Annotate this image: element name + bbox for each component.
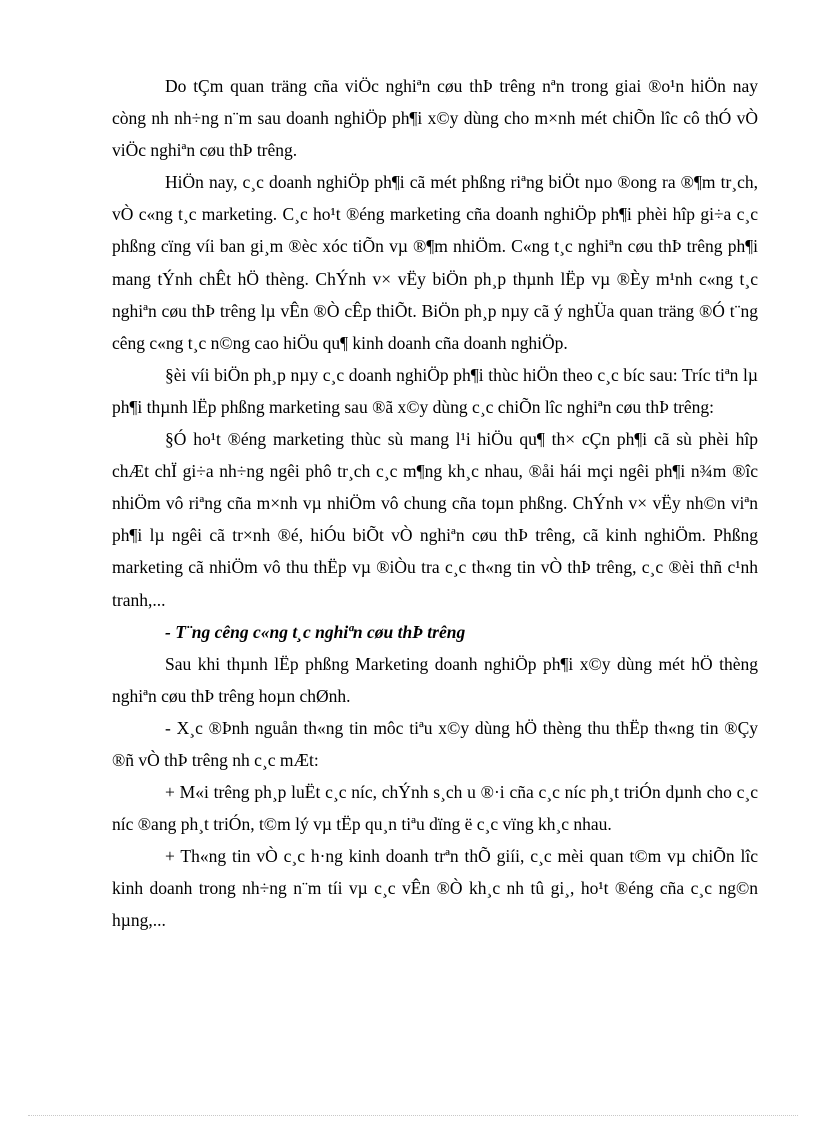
paragraph-1: Do tÇm quan träng cña viÖc nghiªn cøu thÞ trêng nªn trong giai ®o¹n hiÖn nay còng nh nh÷ng n¨m sau doanh nghiÖp ph¶i x©y dùng cho m×nh mét chiÕn lîc cô thÓ vÒ viÖc nghiªn cøu thÞ trêng. [112, 76, 758, 161]
paragraph-5: Sau khi thµnh lËp phßng Marketing doanh nghiÖp ph¶i x©y dùng mét hÖ thèng nghiªn cøu thÞ trêng hoµn chØnh. [112, 653, 758, 706]
section-heading: - T¨ng cêng c«ng t¸c nghiªn cøu thÞ trêng [165, 621, 466, 642]
document-body [112, 70, 758, 937]
paragraph-7: + M«i trêng ph¸p luËt c¸c níc, chÝnh s¸ch u ®·i cña c¸c níc ph¸t triÓn dµnh cho c¸c níc ®ang ph¸t triÓn, t©m lý vµ tËp qu¸n tiªu dïng ë c¸c vïng kh¸c nhau. [112, 782, 758, 835]
paragraph-6: - X¸c ®Þnh nguån th«ng tin môc tiªu x©y dùng hÖ thèng thu thËp th«ng tin ®Çy ®ñ vÒ thÞ trêng nh c¸c mÆt: [112, 717, 758, 770]
paragraph-3: §èi víi biÖn ph¸p nµy c¸c doanh nghiÖp ph¶i thùc hiÖn theo c¸c bíc sau: Tríc tiªn lµ ph¶i thµnh lËp phßng marketing sau ®ã x©y dùng c¸c chiÕn lîc nghiªn cøu thÞ trêng: [112, 364, 758, 417]
paragraph-8: + Th«ng tin vÒ c¸c h·ng kinh doanh trªn thÕ giíi, c¸c mèi quan t©m vµ chiÕn lîc kinh doanh trong nh÷ng n¨m tíi vµ c¸c vÊn ®Ò kh¸c nh tû gi¸, ho¹t ®éng cña c¸c ng©n hµng,... [112, 846, 758, 931]
paragraph-4: §Ó ho¹t ®éng marketing thùc sù mang l¹i hiÖu qu¶ th× cÇn ph¶i cã sù phèi hîp chÆt chÏ gi÷a nh÷ng ngêi phô tr¸ch c¸c m¶ng kh¸c nhau, ®åi hái mçi ngêi ph¶i n¾m ®îc nhiÖm vô riªng cña m×nh vµ nhiÖm vô chung cña toµn phßng. ChÝnh v× vËy nh©n viªn ph¶i lµ ngêi cã tr×nh ®é, hiÓu biÕt vÒ nghiªn cøu thÞ trêng, cã kinh nghiÖm. Phßng marketing cã nhiÖm vô thu thËp vµ ®iÒu tra c¸c th«ng tin vÒ thÞ trêng, c¸c ®èi thñ c¹nh tranh,... [112, 429, 758, 610]
paragraph-2: HiÖn nay, c¸c doanh nghiÖp ph¶i cã mét phßng riªng biÖt nµo ®ong ra ®¶m tr¸ch, vÒ c«ng t¸c marketing. C¸c ho¹t ®éng marketing cña doanh nghiÖp ph¶i phèi hîp gi÷a c¸c phßng cïng víi ban gi¸m ®èc xóc tiÕn vµ ®¶m nhiÖm. C«ng t¸c nghiªn cøu thÞ trêng ph¶i mang tÝnh chÊt hÖ thèng. ChÝnh v× vËy biÖn ph¸p thµnh lËp vµ ®Èy m¹nh c«ng t¸c nghiªn cøu thÞ trêng lµ vÊn ®Ò cÊp thiÕt. BiÖn ph¸p nµy cã ý nghÜa quan träng ®Ó t¨ng cêng c«ng t¸c n©ng cao hiÖu qu¶ kinh doanh cña doanh nghiÖp. [112, 172, 758, 353]
page-bottom-divider [28, 1115, 798, 1116]
